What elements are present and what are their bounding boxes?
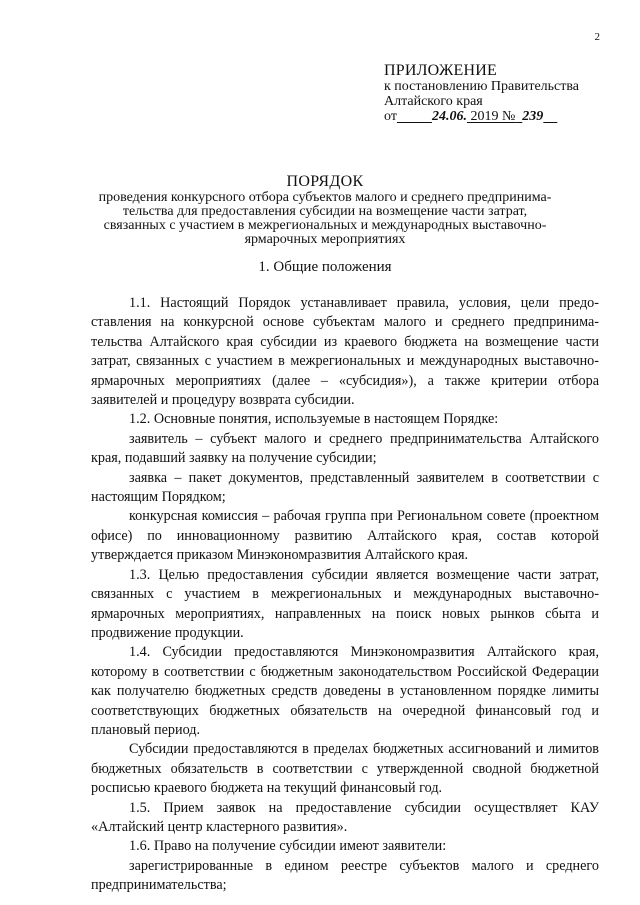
appendix-title: ПРИЛОЖЕНИЕ [384,62,498,79]
appendix-line-region: Алтайского края [384,94,483,109]
paragraph-1-6: 1.6. Право на получение субсидии имеют заявители: [129,838,447,855]
paragraph-applicant-definition: заявитель – субъект малого и среднего предпринимательства Алтайского края, подавший заявку на получение субсидии; [91,430,599,467]
document-subtitle-line-4: ярмарочных мероприятиях [244,232,406,247]
paragraph-1-3: 1.3. Целью предоставления субсидии является возмещение части затрат, связанных с участием в межрегиональных и международных выставочно-ярмарочных мероприятиях, направленных на поиск новых рынков сбыта и продвижение продукции. [91,566,599,641]
document-subtitle-line-1: проведения конкурсного отбора субъектов малого и среднего предпринима- [98,190,552,205]
appendix-year: 2019 № [470,109,516,124]
paragraph-1-1: 1.1. Настоящий Порядок устанавливает правила, условия, цели предоставления на конкурсной основе субъектам малого и среднего предпринимательства Алтайского края субсидии из краевого бюджета на возмещение части затрат, связанных с участием в межрегиональных и международных выставочно-ярмарочных мероприятиях (далее – «субсидия»), а также критерии отбора заявителей и процедуру возврата субсидии. [91,295,599,409]
section-title: 1. Общие положения [258,259,392,275]
paragraph-1-5: 1.5. Прием заявок на предоставление субсидии осуществляет КАУ «Алтайский центр кластерного развития». [91,799,599,835]
document-title: ПОРЯДОК [286,173,364,190]
paragraph-application-definition: заявка – пакет документов, представленный заявителем в соответствии с настоящим Порядком; [91,469,599,506]
paragraph-registered-applicants: зарегистрированные в едином реестре субъектов малого и среднего предпринимательства; [91,857,599,894]
appendix-from-label: от [384,109,397,124]
paragraph-budget-limits: Субсидии предоставляются в пределах бюджетных ассигнований и лимитов бюджетных обязательств в соответствии с утвержденной сводной бюджетной росписью краевого бюджета на текущий финансовый год. [91,741,599,797]
appendix-date-underline [397,109,557,124]
appendix-line-decree: к постановлению Правительства [384,79,580,94]
document-subtitle-line-3: связанных с участием в межрегиональных и международных выставочно- [103,218,547,233]
page-number: 2 [594,31,600,43]
document-body [91,294,599,896]
appendix-block [384,62,614,124]
paragraph-commission-definition: конкурсная комиссия – рабочая группа при Региональном совете (проектном офисе) по инновационному развитию Алтайского края, состав которой утверждается приказом Минэкономразвития Алтайского края. [91,508,599,564]
document-heading [60,173,590,247]
appendix-date-number-line [384,109,614,124]
document-subtitle-line-2: тельства для предоставления субсидии на возмещение части затрат, [122,204,528,219]
paragraph-1-4: 1.4. Субсидии предоставляются Минэкономразвития Алтайского края, которому в соответствии с бюджетным законодательством Российской Федерации как получателю бюджетных средств доведены в установленном порядке лимиты соответствующих бюджетных обязательств на очередной финансовый год и плановый период. [91,644,599,738]
paragraph-1-2: 1.2. Основные понятия, используемые в настоящем Порядке: [129,411,499,428]
appendix-number: 239 [522,109,544,124]
appendix-date: 24.06. [431,109,467,124]
